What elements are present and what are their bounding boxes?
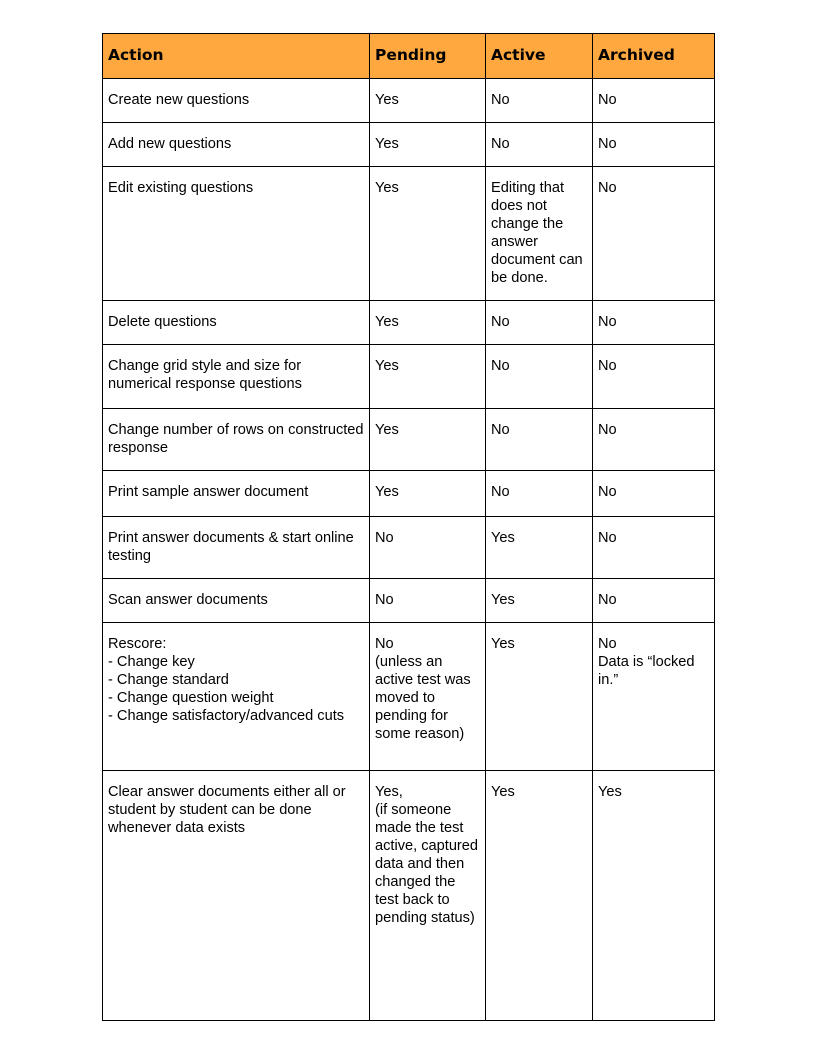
table-row (103, 301, 715, 345)
cell-archived: No Data is “locked in.” (593, 623, 715, 771)
cell-pending: Yes (370, 345, 486, 409)
cell-pending: Yes (370, 79, 486, 123)
table-row (103, 579, 715, 623)
cell-archived: No (593, 345, 715, 409)
header-active: Active (486, 34, 593, 79)
permissions-table (102, 33, 715, 1021)
cell-active: No (486, 123, 593, 167)
cell-action: Rescore: - Change key - Change standard - Change question weight - Change satisfactory/advanced cuts (103, 623, 370, 771)
cell-archived: No (593, 409, 715, 471)
cell-active: Yes (486, 623, 593, 771)
cell-action: Change grid style and size for numerical response questions (103, 345, 370, 409)
table-row (103, 409, 715, 471)
cell-pending: Yes (370, 471, 486, 517)
cell-pending: Yes (370, 409, 486, 471)
cell-action: Print answer documents & start online testing (103, 517, 370, 579)
cell-active: No (486, 301, 593, 345)
cell-active: No (486, 345, 593, 409)
cell-active: Yes (486, 771, 593, 1021)
table-row (103, 79, 715, 123)
cell-pending: No (370, 517, 486, 579)
cell-pending: No (370, 579, 486, 623)
table-row (103, 623, 715, 771)
table-row (103, 517, 715, 579)
cell-archived: No (593, 301, 715, 345)
table-row (103, 167, 715, 301)
header-archived: Archived (593, 34, 715, 79)
table-row (103, 345, 715, 409)
cell-action: Add new questions (103, 123, 370, 167)
cell-action: Delete questions (103, 301, 370, 345)
cell-pending: Yes (370, 123, 486, 167)
cell-active: Yes (486, 579, 593, 623)
header-pending: Pending (370, 34, 486, 79)
cell-archived: No (593, 123, 715, 167)
cell-pending: Yes, (if someone made the test active, captured data and then changed the test back to pending status) (370, 771, 486, 1021)
table-row (103, 771, 715, 1021)
cell-action: Clear answer documents either all or student by student can be done whenever data exists (103, 771, 370, 1021)
cell-archived: No (593, 79, 715, 123)
table-row (103, 471, 715, 517)
cell-pending: Yes (370, 167, 486, 301)
cell-action: Create new questions (103, 79, 370, 123)
cell-archived: No (593, 167, 715, 301)
cell-archived: No (593, 579, 715, 623)
cell-active: No (486, 409, 593, 471)
header-action: Action (103, 34, 370, 79)
cell-pending: Yes (370, 301, 486, 345)
cell-active: No (486, 79, 593, 123)
cell-active: No (486, 471, 593, 517)
table-row (103, 123, 715, 167)
table-header-row (103, 34, 715, 79)
cell-archived: Yes (593, 771, 715, 1021)
cell-action: Scan answer documents (103, 579, 370, 623)
cell-action: Edit existing questions (103, 167, 370, 301)
cell-active: Editing that does not change the answer document can be done. (486, 167, 593, 301)
cell-pending: No (unless an active test was moved to pending for some reason) (370, 623, 486, 771)
cell-action: Print sample answer document (103, 471, 370, 517)
cell-action: Change number of rows on constructed response (103, 409, 370, 471)
cell-archived: No (593, 517, 715, 579)
cell-active: Yes (486, 517, 593, 579)
cell-archived: No (593, 471, 715, 517)
